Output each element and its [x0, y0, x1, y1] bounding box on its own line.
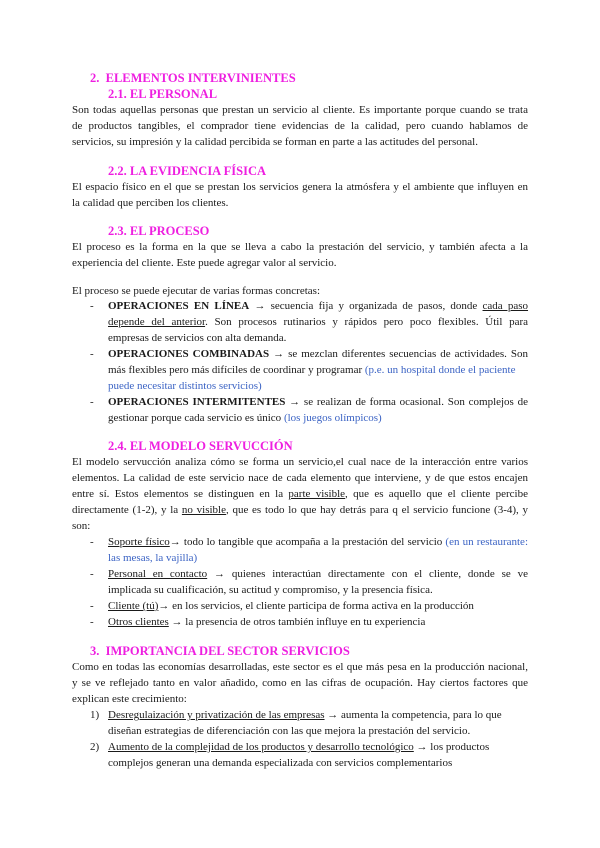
underlined-text: Cliente (tú) — [108, 600, 159, 612]
paragraph-line: son: — [72, 520, 91, 532]
paragraph-text: , que es todo lo que hay detrás para q el servicio funcione (3-4), y — [225, 504, 528, 516]
list-item-line: empresas de servicios con alta demanda. — [108, 332, 287, 344]
list-text: → en los servicios, el cliente participa de forma activa en la producción — [158, 600, 474, 612]
underlined-text: Desregulaización y privatización de las empresas — [108, 709, 325, 721]
subsection-2-4-title: 2.4. EL MODELO SERVUCCIÓN — [108, 439, 293, 453]
paragraph-line — [72, 504, 528, 516]
list-item-line — [108, 316, 528, 328]
example-text: puede necesitar distintos servicios) — [108, 380, 262, 392]
list-item-line — [108, 412, 528, 424]
list-bullet: - — [90, 616, 94, 628]
list-item-soporte-fisico — [108, 536, 528, 548]
list-item-line: complejos generan una demanda especializada con servicios complementarios — [108, 757, 453, 769]
section-2-heading: 2. ELEMENTOS INTERVINIENTES — [90, 71, 296, 85]
subsection-2-2-title: 2.2. LA EVIDENCIA FÍSICA — [108, 164, 267, 178]
list-text: → secuencia fija y organizada de pasos, donde — [254, 300, 478, 312]
underlined-text: cada paso — [482, 300, 529, 312]
paragraph-line: de productos tangibles, el comprador tiene evidencias de la calidad, pero cuando hablamos de — [72, 120, 528, 132]
paragraph-text: , que es aquello que el cliente percibe — [345, 488, 528, 500]
underlined-text: Otros clientes — [108, 616, 169, 628]
list-text: gestionar porque cada servicio es único — [108, 412, 282, 424]
list-item-line — [108, 364, 528, 376]
section-3-heading: 3. IMPORTANCIA DEL SECTOR SERVICIOS — [90, 644, 350, 658]
list-term: OPERACIONES EN LÍNEA — [108, 300, 250, 312]
list-item-personal-contacto — [108, 568, 528, 580]
paragraph-text: directamente (1-2), y la — [72, 504, 179, 516]
paragraph-line: El proceso es la forma en la que se lleva a cabo la prestación del servicio, y también afecta a la — [72, 241, 528, 253]
subsection-2-3-title: 2.3. EL PROCESO — [108, 224, 210, 238]
list-item-operaciones-intermitentes — [108, 396, 528, 408]
underlined-text: depende del anterior — [108, 316, 206, 328]
list-item-complejidad — [108, 741, 528, 753]
list-text: más flexibles pero más difíciles de coordinar y programar — [108, 364, 363, 376]
list-item-operaciones-combinadas — [108, 348, 528, 360]
list-text: → la presencia de otros también influye en tu experiencia — [171, 616, 426, 628]
list-text: → quienes interactúan directamente con el cliente, donde se ve — [214, 568, 529, 580]
list-term: OPERACIONES INTERMITENTES — [108, 396, 286, 408]
example-text: (p.e. un hospital donde el paciente — [364, 364, 516, 376]
list-number: 2) — [90, 741, 100, 753]
list-number: 1) — [90, 709, 100, 721]
underlined-text: Personal en contacto — [108, 568, 208, 580]
underlined-text: Soporte físico — [108, 536, 170, 548]
subsection-2-1-title: 2.1. EL PERSONAL — [108, 87, 218, 101]
list-item-line: implicada su cualificación, su actitud y compromiso, y la presencia física. — [108, 584, 433, 596]
list-bullet: - — [90, 300, 94, 312]
underlined-text: parte visible — [288, 488, 346, 500]
list-text: → los productos — [416, 741, 490, 753]
list-text: → se realizan de forma ocasional. Son complejos de — [289, 396, 528, 408]
example-text: (los juegos olímpicos) — [283, 412, 382, 424]
list-item-desregulacion — [108, 709, 528, 721]
example-text: (en un restaurante: — [445, 536, 528, 548]
list-item-line: diseñan estrategias de diferenciación con las que mejora la prestación del servicio. — [108, 725, 471, 737]
paragraph-line: servicios, su impresión y la calidad percibida se forman en parte a las actitudes del personal. — [72, 136, 478, 148]
paragraph-line: elementos. La calidad de este servicio nace de cada elemento que interviene, y de que estos encajen — [72, 472, 528, 484]
list-bullet: - — [90, 536, 94, 548]
paragraph-line: Como en todas las economías desarrolladas, este sector es el que más pesa en la producción nacional, — [72, 661, 528, 673]
paragraph-line — [72, 488, 528, 500]
list-bullet: - — [90, 396, 94, 408]
list-text: . Son procesos rutinarios y rápidos pero poco flexibles. Útil para — [205, 316, 528, 328]
list-item-otros-clientes — [108, 616, 528, 628]
paragraph-line: El espacio físico en el que se prestan los servicios genera la atmósfera y el ambiente que influyen en — [72, 181, 528, 193]
paragraph-text: entre sí. Estos elementos se distinguen en la — [72, 488, 284, 500]
paragraph-line: Son todas aquellas personas que prestan un servicio al cliente. Es importante porque cuando se trata — [72, 104, 528, 116]
underlined-text: no visible — [181, 504, 226, 516]
underlined-text: Aumento de la complejidad de los productos y desarrollo tecnológico — [108, 741, 414, 753]
example-text: las mesas, la vajilla) — [108, 552, 198, 564]
paragraph-line: El proceso se puede ejecutar de varias formas concretas: — [72, 285, 320, 297]
list-text: → se mezclan diferentes secuencias de actividades. Son — [273, 348, 528, 360]
list-text: → aumenta la competencia, para lo que — [327, 709, 502, 721]
paragraph-line: experiencia del cliente. Este puede agregar valor al servicio. — [72, 257, 337, 269]
list-bullet: - — [90, 568, 94, 580]
paragraph-line: El modelo servucción analiza cómo se forma un servicio,el cual nace de la interacción entre varios — [72, 456, 528, 468]
list-term: OPERACIONES COMBINADAS — [108, 348, 270, 360]
paragraph-line: y se ve reflejado tanto en valor añadido, como en las cifras de ocupación. Hay ciertos factores que — [72, 677, 528, 689]
list-bullet: - — [90, 348, 94, 360]
list-bullet: - — [90, 600, 94, 612]
list-text: → todo lo tangible que acompaña a la prestación del servicio — [169, 536, 443, 548]
list-item-cliente — [108, 600, 528, 612]
paragraph-line: la calidad que perciben los clientes. — [72, 197, 229, 209]
list-item-operaciones-linea — [108, 300, 528, 312]
paragraph-line: explican este crecimiento: — [72, 693, 187, 705]
